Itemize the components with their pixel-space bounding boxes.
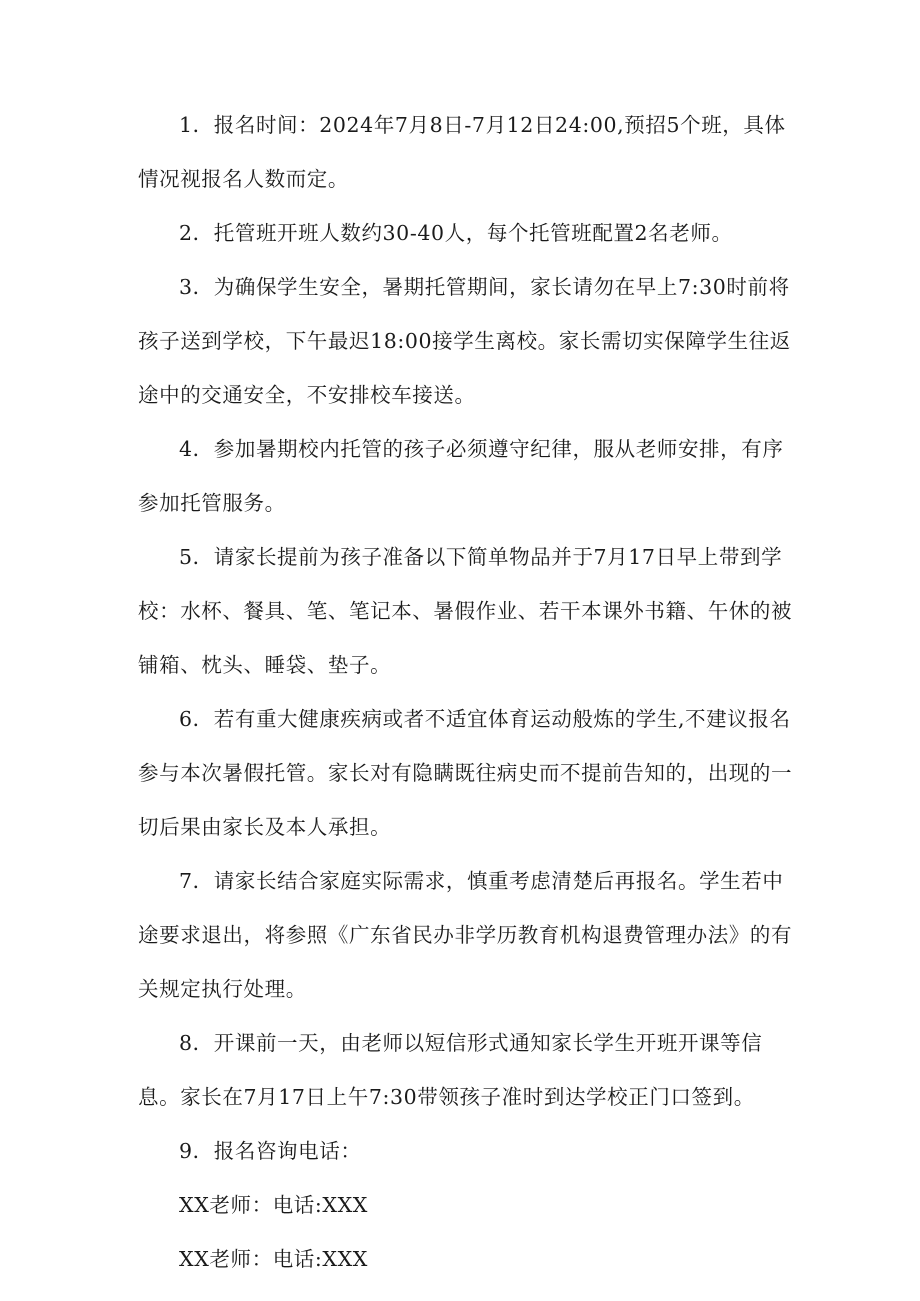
item-withdrawal: 7．请家长结合家庭实际需求，慎重考虑清楚后再报名。学生若中途要求退出，将参照《广东省民办非学历教育机构退费管理办法》的有关规定执行处理。 <box>138 869 793 1001</box>
item-contact-heading: 9．报名咨询电话： <box>179 1139 362 1163</box>
item-health: 6．若有重大健康疾病或者不适宜体育运动般炼的学生,不建议报名参与本次暑假托管。家长对有隐瞒既往病史而不提前告知的，出现的一切后果由家长及本人承担。 <box>138 707 793 839</box>
item-class-size: 2．托管班开班人数约30-40人，每个托管班配置2名老师。 <box>179 221 733 245</box>
notice-body <box>138 98 798 1286</box>
contact-line: XX老师：电话:XXX <box>179 1247 368 1271</box>
item-supplies: 5．请家长提前为孩子准备以下简单物品并于7月17日早上带到学校：水杯、餐具、笔、笔记本、暑假作业、若干本课外书籍、午休的被铺箱、枕头、睡袋、垫子。 <box>138 545 793 677</box>
item-discipline: 4．参加暑期校内托管的孩子必须遵守纪律，服从老师安排，有序参加托管服务。 <box>138 437 784 515</box>
contact-line: XX老师：电话:XXX <box>179 1193 368 1217</box>
item-notification: 8．开课前一天，由老师以短信形式通知家长学生开班开课等信息。家长在7月17日上午7:30带领孩子准时到达学校正门口签到。 <box>138 1031 763 1109</box>
item-registration-time: 1．报名时间：2024年7月8日-7月12日24:00,预招5个班，具体情况视报名人数而定。 <box>138 113 786 191</box>
item-safety: 3．为确保学生安全，暑期托管期间，家长请勿在早上7:30时前将孩子送到学校，下午最迟18:00接学生离校。家长需切实保障学生往返途中的交通安全，不安排校车接送。 <box>138 275 791 407</box>
